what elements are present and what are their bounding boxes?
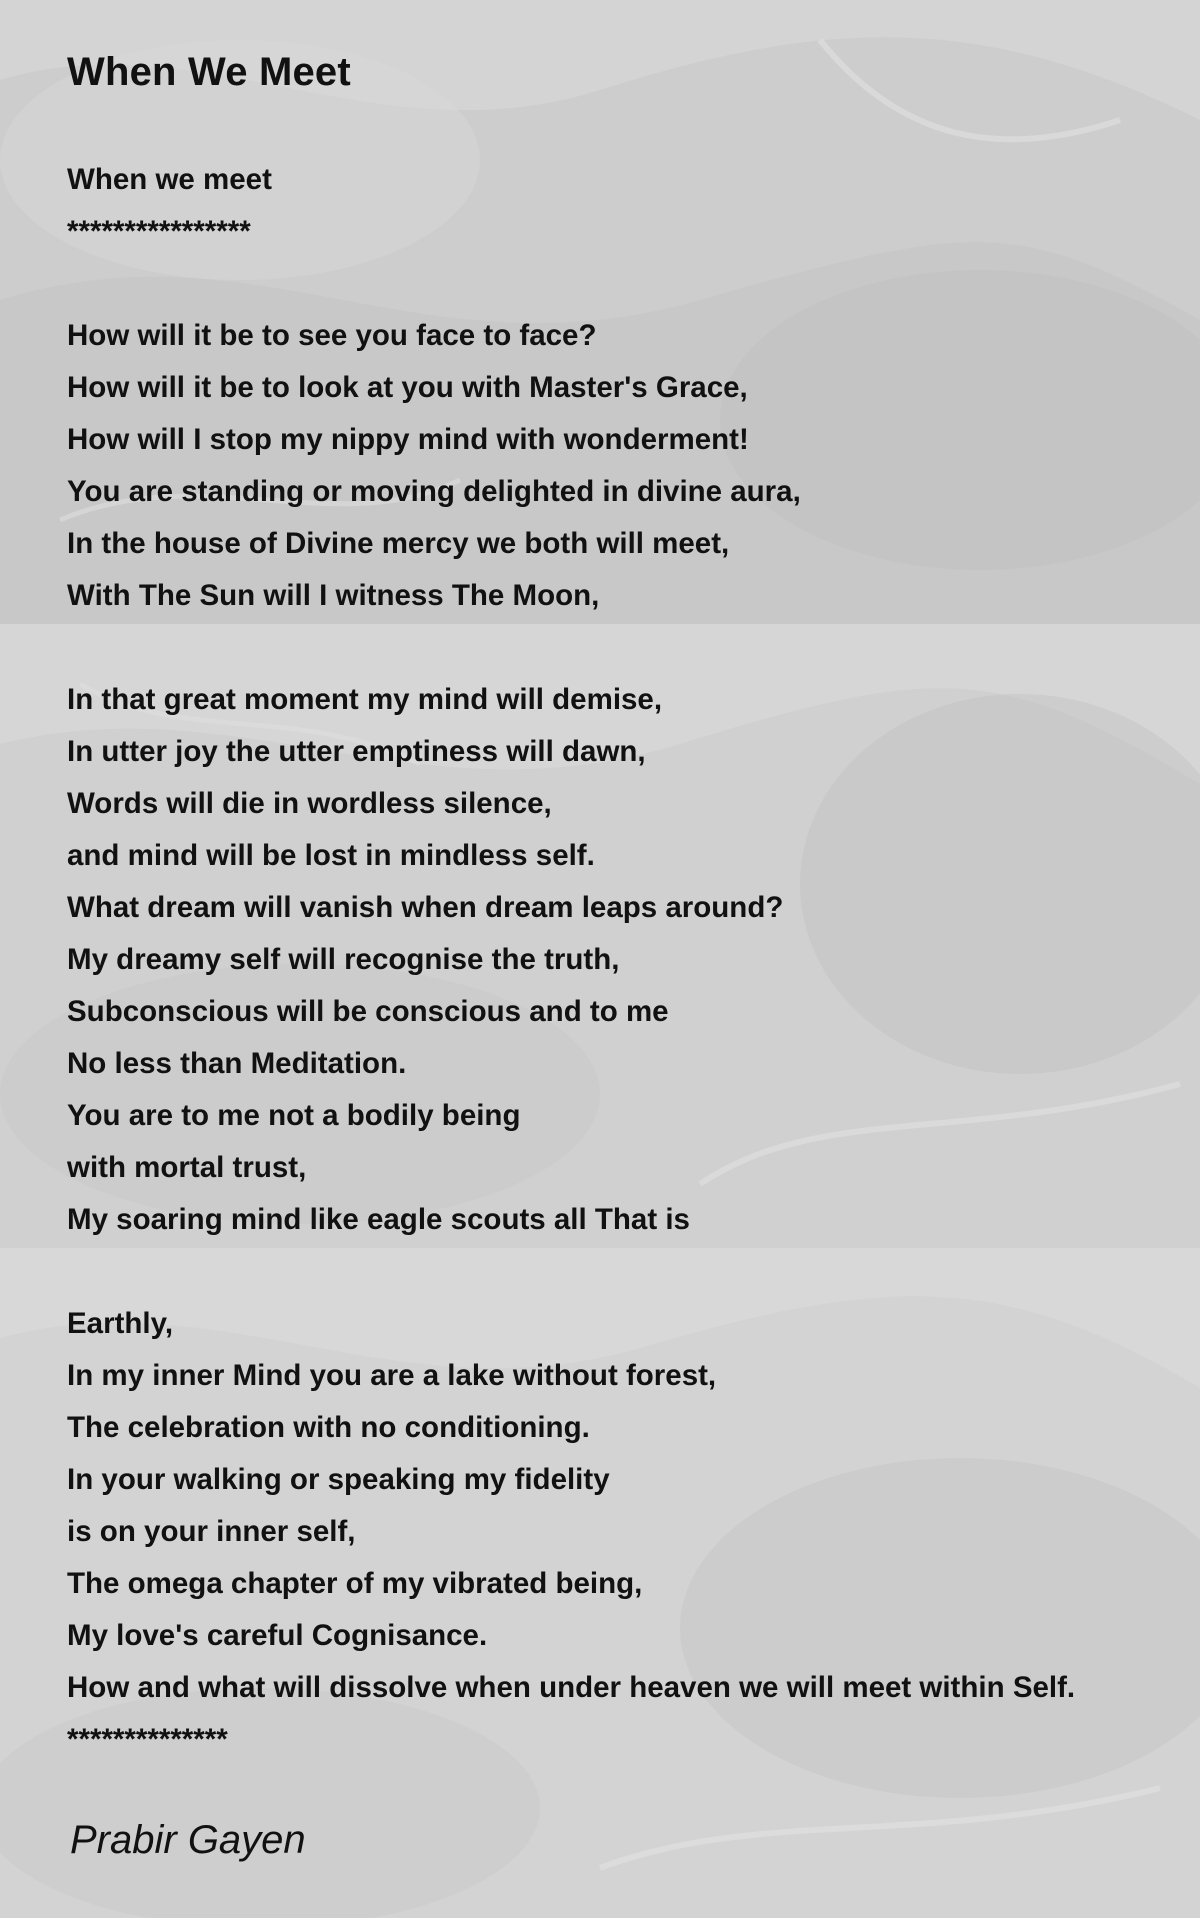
poem-line: In the house of Divine mercy we both will meet, xyxy=(67,527,730,560)
poem-line: How and what will dissolve when under heaven we will meet within Self. xyxy=(67,1671,1076,1704)
poem-line: Words will die in wordless silence, xyxy=(67,787,552,820)
poem-line: The celebration with no conditioning. xyxy=(67,1411,590,1444)
poem-line: My dreamy self will recognise the truth, xyxy=(67,943,620,976)
poem-line: With The Sun will I witness The Moon, xyxy=(67,579,600,612)
poem-line: In that great moment my mind will demise, xyxy=(67,683,663,716)
poem-line: Subconscious will be conscious and to me xyxy=(67,995,669,1028)
stanza-break xyxy=(67,258,1075,310)
poem-line: with mortal trust, xyxy=(67,1151,307,1184)
poem-title: When We Meet xyxy=(67,50,351,94)
poem-line: How will I stop my nippy mind with wonderment! xyxy=(67,423,749,456)
author-name: Prabir Gayen xyxy=(70,1818,306,1862)
poem-line: When we meet xyxy=(67,163,272,196)
poem-line: What dream will vanish when dream leaps around? xyxy=(67,891,784,924)
poem-line: In my inner Mind you are a lake without forest, xyxy=(67,1359,717,1392)
poem-line: ************** xyxy=(67,1723,228,1756)
stanza-break xyxy=(67,622,1075,674)
poem-line: How will it be to look at you with Master's Grace, xyxy=(67,371,748,404)
poem-line: In your walking or speaking my fidelity xyxy=(67,1463,610,1496)
poem-line: No less than Meditation. xyxy=(67,1047,407,1080)
poem-line: and mind will be lost in mindless self. xyxy=(67,839,595,872)
poem-body xyxy=(67,154,1075,1766)
poem-line: How will it be to see you face to face? xyxy=(67,319,597,352)
poem-line: The omega chapter of my vibrated being, xyxy=(67,1567,643,1600)
poem-line: My soaring mind like eagle scouts all That is xyxy=(67,1203,690,1236)
poem-line: is on your inner self, xyxy=(67,1515,356,1548)
poem-line: You are to me not a bodily being xyxy=(67,1099,521,1132)
poem-line: You are standing or moving delighted in divine aura, xyxy=(67,475,801,508)
poem-line: My love's careful Cognisance. xyxy=(67,1619,488,1652)
poem-line: **************** xyxy=(67,215,251,248)
stanza-break xyxy=(67,1246,1075,1298)
poem-line: In utter joy the utter emptiness will dawn, xyxy=(67,735,646,768)
poem-line: Earthly, xyxy=(67,1307,174,1340)
